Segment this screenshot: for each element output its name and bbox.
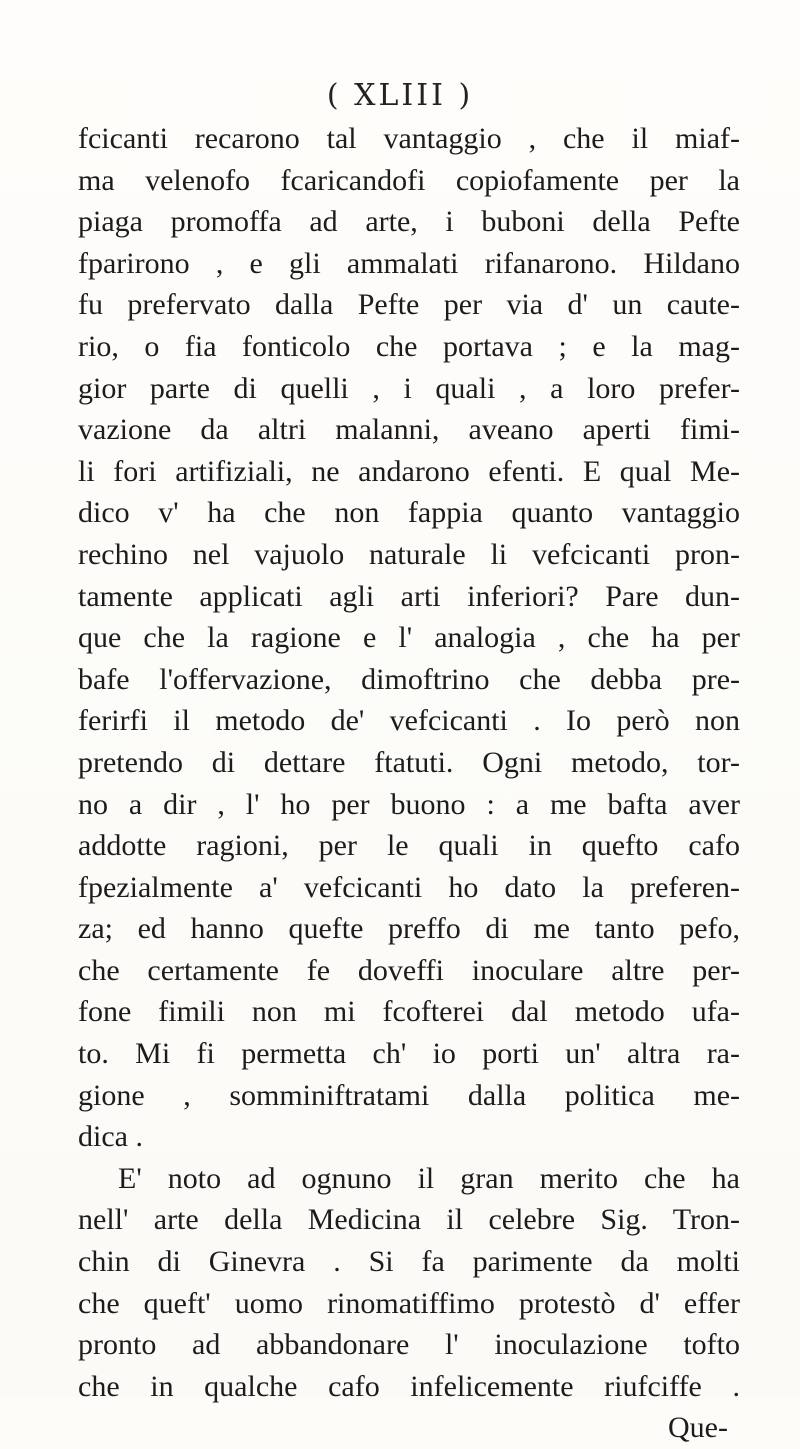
text-line: to. Mi fi permetta ch' io porti un' altra ra- [78, 1037, 740, 1071]
text-line: ma velenofo fcaricandofi copiofamente per la [78, 163, 740, 197]
text-line: fone fimili non mi fcofterei dal metodo ufa- [78, 995, 740, 1029]
text-line: za; ed hanno quefte preffo di me tanto pefo, [78, 912, 740, 946]
page-number-header: ( XLIII ) [326, 78, 474, 113]
text-line: rio, o fia fonticolo che portava ; e la mag- [78, 329, 740, 363]
text-line: che certamente fe doveffi inoculare altre per- [78, 953, 740, 987]
text-line: rechino nel vajuolo naturale li vefcicanti pron- [78, 537, 740, 571]
text-line: que che la ragione e l' analogia , che ha per [78, 621, 740, 655]
text-line: nell' arte della Medicina il celebre Sig. Tron- [78, 1203, 740, 1237]
text-line: fparirono , e gli ammalati rifanarono. Hildano [78, 246, 740, 280]
text-line: fpezialmente a' vefcicanti ho dato la preferen- [78, 870, 740, 904]
body-text [78, 118, 740, 1449]
text-line: gior parte di quelli , i quali , a loro prefer- [78, 371, 740, 405]
catchword: Que- [668, 1411, 728, 1445]
text-line: li fori artifiziali, ne andarono efenti. E qual Me- [78, 454, 740, 488]
text-line: E' noto ad ognuno il gran merito che ha [118, 1161, 740, 1195]
text-line: addotte ragioni, per le quali in quefto cafo [78, 829, 740, 863]
text-line: che in qualche cafo infelicemente riufciffe . [78, 1369, 740, 1403]
text-line: ferirfi il metodo de' vefcicanti . Io però non [78, 704, 740, 738]
text-line: no a dir , l' ho per buono : a me bafta aver [78, 787, 740, 821]
text-line: pretendo di dettare ftatuti. Ogni metodo, tor- [78, 745, 740, 779]
text-line: pronto ad abbandonare l' inoculazione tofto [78, 1328, 740, 1362]
text-line: bafe l'offervazione, dimoftrino che debba pre- [78, 662, 740, 696]
text-line: fu prefervato dalla Pefte per via d' un caute- [78, 288, 740, 322]
text-line: piaga promoffa ad arte, i buboni della Pefte [78, 205, 740, 239]
text-line: gione , somminiftratami dalla politica me- [78, 1078, 740, 1112]
text-line: tamente applicati agli arti inferiori? Pare dun- [78, 579, 740, 613]
text-line: vazione da altri malanni, aveano aperti fimi- [78, 413, 740, 447]
text-line: che queft' uomo rinomatiffimo protestò d' effer [78, 1286, 740, 1320]
text-line: dico v' ha che non fappia quanto vantaggio [78, 496, 740, 530]
text-line: fcicanti recarono tal vantaggio , che il miaf- [78, 122, 740, 155]
text-line: chin di Ginevra . Si fa parimente da molti [78, 1245, 740, 1279]
text-line: dica . [78, 1120, 143, 1154]
